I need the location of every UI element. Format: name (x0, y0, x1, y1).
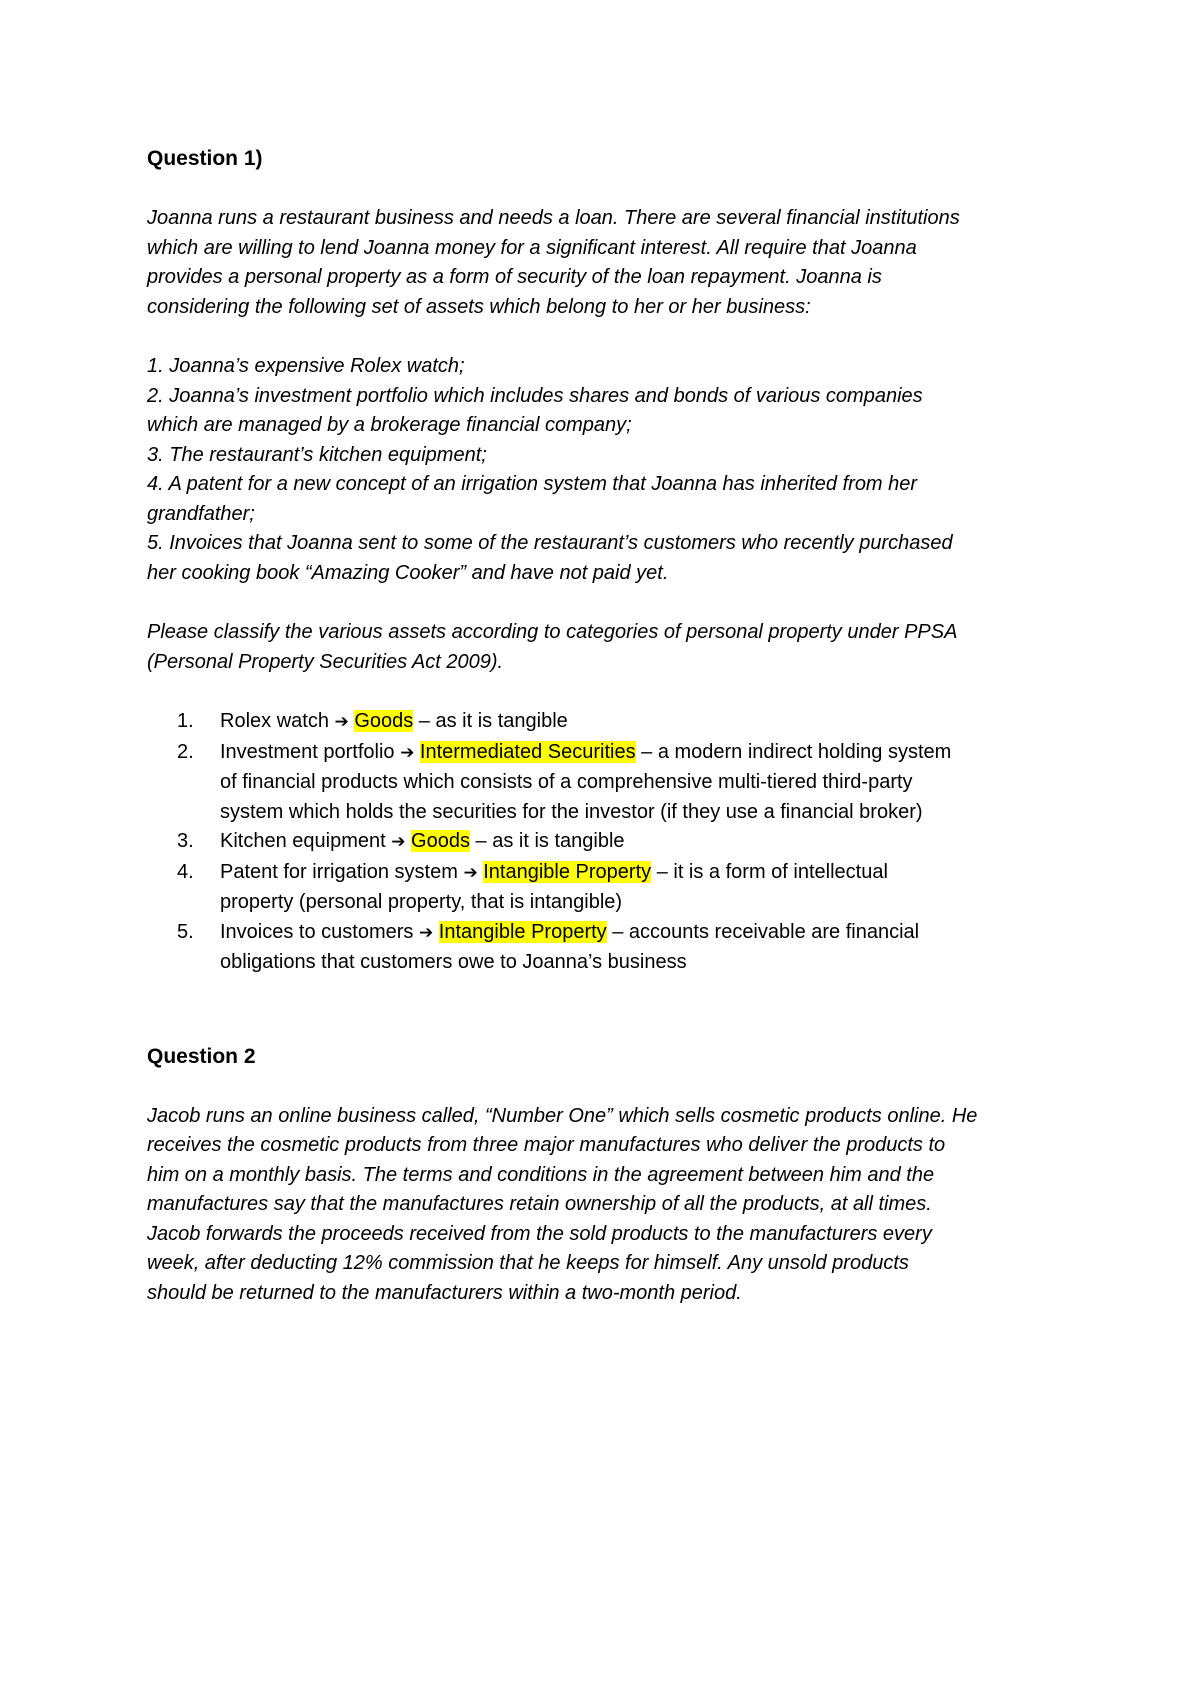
answer-asset: Invoices to customers (220, 920, 414, 943)
answer-item (147, 707, 1067, 738)
asset-line: her cooking book “Amazing Cooker” and have not paid yet. (147, 561, 669, 584)
body-line: him on a monthly basis. The terms and conditions in the agreement between him and the (147, 1163, 935, 1186)
answer-explanation: – as it is tangible (413, 710, 568, 732)
answer-explanation: property (personal property, that is intangible) (220, 891, 623, 913)
asset-line: 2. Joanna’s investment portfolio which includes shares and bonds of various companies (147, 384, 923, 407)
question-2-body (147, 1102, 1067, 1309)
arrow-right-icon: ➔ (418, 922, 434, 943)
category-highlight: Intangible Property (438, 920, 607, 943)
answer-asset: Kitchen equipment (220, 830, 386, 852)
body-line: manufactures say that the manufactures retain ownership of all the products, at all times. (147, 1193, 932, 1215)
asset-line: 3. The restaurant’s kitchen equipment; (147, 443, 487, 466)
question-2-heading: Question 2 (147, 1044, 256, 1068)
answer-number: 1. (177, 710, 194, 732)
answer-item (147, 918, 1067, 978)
intro-line: which are willing to lend Joanna money for a significant interest. All require that Joanna (147, 236, 917, 259)
arrow-right-icon: ➔ (391, 832, 406, 852)
question-1-intro (147, 204, 1067, 322)
prompt-line: (Personal Property Securities Act 2009). (147, 650, 504, 673)
body-line: Jacob runs an online business called, “Number One” which sells cosmetic products online. He (147, 1104, 978, 1127)
answer-number: 3. (177, 830, 194, 852)
arrow-right-icon: ➔ (334, 712, 349, 732)
answer-explanation: – as it is tangible (469, 830, 625, 852)
question-1-heading: Question 1) (147, 147, 263, 170)
asset-line: 1. Joanna’s expensive Rolex watch; (147, 355, 465, 377)
answer-explanation: – a modern indirect holding system (635, 740, 952, 763)
asset-line: 4. A patent for a new concept of an irrigation system that Joanna has inherited from her (147, 473, 918, 495)
document-content (147, 144, 1067, 1308)
intro-line: considering the following set of assets which belong to her or her business: (147, 295, 811, 318)
answer-number: 5. (177, 920, 194, 943)
body-line: should be returned to the manufacturers within a two-month period. (147, 1281, 742, 1304)
answer-list (147, 707, 1067, 978)
answer-explanation: – accounts receivable are financial (606, 920, 920, 943)
body-line: Jacob forwards the proceeds received from the sold products to the manufacturers every (147, 1222, 932, 1245)
answer-explanation: system which holds the securities for the investor (if they use a financial broker) (220, 800, 923, 823)
asset-list (147, 352, 1067, 588)
answer-item (147, 738, 1067, 828)
arrow-right-icon: ➔ (463, 862, 478, 883)
answer-item (147, 827, 1067, 858)
answer-item (147, 858, 1067, 918)
answer-explanation: – it is a form of intellectual (651, 860, 888, 883)
answer-number: 4. (177, 860, 194, 883)
intro-line: provides a personal property as a form of security of the loan repayment. Joanna is (147, 266, 882, 288)
classification-prompt (147, 618, 1067, 677)
answer-asset: Rolex watch (220, 710, 329, 732)
category-highlight: Goods (354, 710, 414, 732)
asset-line: grandfather; (147, 502, 255, 525)
answer-asset: Patent for irrigation system (220, 860, 458, 883)
answer-explanation: obligations that customers owe to Joanna’s business (220, 951, 687, 973)
prompt-line: Please classify the various assets according to categories of personal property under PPSA (147, 621, 958, 643)
category-highlight: Intermediated Securities (419, 740, 636, 763)
body-line: week, after deducting 12% commission that he keeps for himself. Any unsold products (147, 1252, 909, 1274)
category-highlight: Goods (411, 830, 470, 852)
category-highlight: Intangible Property (483, 860, 652, 883)
answer-number: 2. (177, 740, 194, 763)
asset-line: 5. Invoices that Joanna sent to some of the restaurant’s customers who recently purchased (147, 532, 953, 554)
body-line: receives the cosmetic products from three major manufactures who deliver the products to (147, 1134, 946, 1156)
asset-line: which are managed by a brokerage financial company; (147, 414, 632, 436)
arrow-right-icon: ➔ (400, 742, 415, 763)
answer-explanation: of financial products which consists of a comprehensive multi-tiered third-party (220, 771, 913, 793)
answer-asset: Investment portfolio (220, 740, 395, 763)
intro-line: Joanna runs a restaurant business and needs a loan. There are several financial institutions (147, 207, 960, 229)
